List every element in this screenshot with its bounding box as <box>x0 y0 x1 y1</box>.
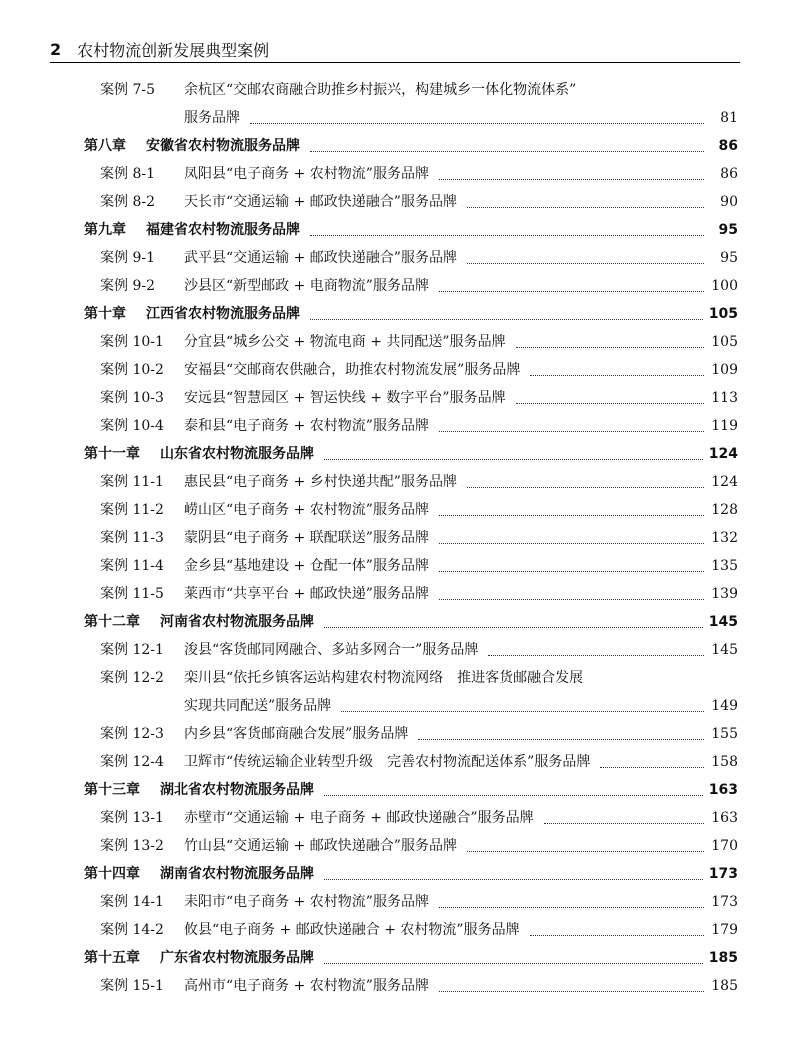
toc-page-number: 185 <box>711 978 738 994</box>
toc-entry-title: 高州市“电子商务 + 农村物流”服务品牌 <box>184 978 429 994</box>
toc-entry-title: 福建省农村物流服务品牌 <box>146 222 300 238</box>
toc-page-number: 139 <box>711 586 738 602</box>
dot-leader <box>324 963 703 964</box>
toc-entry-title: 河南省农村物流服务品牌 <box>160 614 314 630</box>
dot-leader <box>341 711 704 712</box>
toc-case-entry <box>84 412 738 440</box>
toc-entry-title: 沙县区“新型邮政 + 电商物流”服务品牌 <box>184 278 429 294</box>
dot-leader <box>324 627 703 628</box>
toc-page-number: 163 <box>711 810 738 826</box>
toc-page-number: 113 <box>711 390 738 406</box>
toc-entry-label: 第九章 <box>84 222 126 238</box>
toc-entry-label: 案例 13-1 <box>100 810 164 826</box>
toc-entry-label: 案例 12-3 <box>100 726 164 742</box>
toc-entry-title: 分宜县“城乡公交 + 物流电商 + 共同配送”服务品牌 <box>184 334 506 350</box>
toc-page-number: 173 <box>708 866 738 882</box>
toc-chapter-entry <box>84 132 738 160</box>
toc-entry-title: 凤阳县“电子商务 + 农村物流”服务品牌 <box>184 166 429 182</box>
toc-chapter-entry <box>84 440 738 468</box>
toc-page-number: 124 <box>711 474 738 490</box>
toc-page-number: 145 <box>708 614 738 630</box>
toc-page-number: 132 <box>711 530 738 546</box>
toc-page-number: 128 <box>711 502 738 518</box>
toc-entry-label: 案例 8-2 <box>100 194 155 210</box>
toc-case-entry <box>84 888 738 916</box>
toc-entry-title: 服务品牌 <box>184 110 240 126</box>
toc-page-number: 100 <box>711 278 738 294</box>
toc-entry-title: 惠民县“电子商务 + 乡村快递共配”服务品牌 <box>184 474 457 490</box>
dot-leader <box>324 795 703 796</box>
dot-leader <box>467 487 704 488</box>
toc-entry-title: 蒙阴县“电子商务 + 联配联送”服务品牌 <box>184 530 429 546</box>
dot-leader <box>544 823 704 824</box>
toc-entry-label: 案例 14-2 <box>100 922 164 938</box>
toc-page-number: 155 <box>711 726 738 742</box>
toc-entry-title: 赤壁市“交通运输 + 电子商务 + 邮政快递融合”服务品牌 <box>184 810 534 826</box>
toc-page-number: 135 <box>711 558 738 574</box>
dot-leader <box>439 179 704 180</box>
dot-leader <box>439 543 704 544</box>
toc-page-number: 109 <box>711 362 738 378</box>
toc-case-entry <box>84 748 738 776</box>
toc-entry-label: 第八章 <box>84 138 126 154</box>
toc-entry-label: 案例 11-4 <box>100 558 164 574</box>
toc-entry-label: 第十一章 <box>84 446 140 462</box>
toc-entry-title: 安远县“智慧园区 + 智运快线 + 数字平台”服务品牌 <box>184 390 506 406</box>
toc-chapter-entry <box>84 776 738 804</box>
toc-entry-title: 卫辉市“传统运输企业转型升级 完善农村物流配送体系”服务品牌 <box>184 754 591 770</box>
dot-leader <box>467 851 704 852</box>
toc-page-number: 81 <box>720 110 738 126</box>
toc-entry-title: 安福县“交邮商农供融合，助推农村物流发展”服务品牌 <box>184 362 521 378</box>
header-page-number: 2 <box>50 39 62 59</box>
toc-case-entry <box>84 636 738 664</box>
running-header <box>50 36 740 63</box>
toc-entry-label: 案例 7-5 <box>100 82 155 98</box>
toc-chapter-entry <box>84 860 738 888</box>
toc-case-entry <box>84 720 738 748</box>
toc-entry-label: 案例 14-1 <box>100 894 164 910</box>
toc-entry-label: 第十章 <box>84 306 126 322</box>
dot-leader <box>439 515 704 516</box>
toc-entry-label: 案例 13-2 <box>100 838 164 854</box>
toc-case-entry <box>84 524 738 552</box>
toc-entry-label: 案例 10-4 <box>100 418 164 434</box>
toc-case-entry <box>84 496 738 524</box>
toc-page-number: 86 <box>718 138 738 154</box>
toc-entry-label: 案例 8-1 <box>100 166 155 182</box>
toc-entry-label: 案例 11-2 <box>100 502 164 518</box>
toc-case-entry <box>84 356 738 384</box>
toc-page-number: 86 <box>720 166 738 182</box>
toc-case-entry <box>84 972 738 1000</box>
toc-case-entry <box>84 664 738 692</box>
dot-leader <box>324 459 703 460</box>
dot-leader <box>439 431 704 432</box>
table-of-contents <box>84 76 738 1000</box>
dot-leader <box>467 207 704 208</box>
toc-case-entry <box>84 328 738 356</box>
dot-leader <box>600 767 704 768</box>
dot-leader <box>439 291 704 292</box>
toc-page-number: 90 <box>720 194 738 210</box>
dot-leader <box>310 151 704 152</box>
toc-entry-label: 案例 10-2 <box>100 362 164 378</box>
toc-page-number: 95 <box>718 222 738 238</box>
toc-page-number: 173 <box>711 894 738 910</box>
toc-entry-title: 安徽省农村物流服务品牌 <box>146 138 300 154</box>
toc-case-entry <box>84 552 738 580</box>
toc-case-entry <box>84 160 738 188</box>
toc-chapter-entry <box>84 608 738 636</box>
toc-entry-label: 案例 10-3 <box>100 390 164 406</box>
header-book-title: 农村物流创新发展典型案例 <box>77 40 270 60</box>
dot-leader <box>530 375 704 376</box>
toc-page-number: 105 <box>708 306 738 322</box>
toc-entry-label: 第十三章 <box>84 782 140 798</box>
toc-entry-title: 栾川县“依托乡镇客运站构建农村物流网络 推进客货邮融合发展 <box>184 670 584 686</box>
dot-leader <box>516 347 704 348</box>
toc-entry-label: 案例 10-1 <box>100 334 164 350</box>
toc-chapter-entry <box>84 216 738 244</box>
toc-page-number: 179 <box>711 922 738 938</box>
toc-case-entry <box>84 76 738 104</box>
toc-case-entry <box>84 916 738 944</box>
toc-entry-title: 浚县“客货邮同网融合、多站多网合一”服务品牌 <box>184 642 479 658</box>
toc-case-entry <box>84 384 738 412</box>
toc-case-entry <box>84 580 738 608</box>
dot-leader <box>418 739 704 740</box>
dot-leader <box>439 907 704 908</box>
dot-leader <box>488 655 704 656</box>
dot-leader <box>250 123 704 124</box>
toc-entry-title: 攸县“电子商务 + 邮政快递融合 + 农村物流”服务品牌 <box>184 922 520 938</box>
toc-entry-label: 案例 11-5 <box>100 586 164 602</box>
dot-leader <box>439 571 704 572</box>
toc-page-number: 95 <box>720 250 738 266</box>
toc-case-entry <box>84 244 738 272</box>
dot-leader <box>439 599 704 600</box>
toc-entry-title: 崂山区“电子商务 + 农村物流”服务品牌 <box>184 502 429 518</box>
toc-entry-title: 湖北省农村物流服务品牌 <box>160 782 314 798</box>
toc-entry-label: 案例 9-1 <box>100 250 155 266</box>
toc-entry-title: 实现共同配送”服务品牌 <box>184 698 332 714</box>
toc-case-entry <box>84 832 738 860</box>
toc-entry-title: 湖南省农村物流服务品牌 <box>160 866 314 882</box>
toc-page-number: 145 <box>711 642 738 658</box>
toc-entry-title: 江西省农村物流服务品牌 <box>146 306 300 322</box>
toc-page-number: 185 <box>708 950 738 966</box>
toc-case-entry <box>84 804 738 832</box>
toc-chapter-entry <box>84 944 738 972</box>
toc-entry-title: 天长市“交通运输 + 邮政快递融合”服务品牌 <box>184 194 457 210</box>
toc-entry-label: 第十四章 <box>84 866 140 882</box>
toc-entry-label: 案例 12-4 <box>100 754 164 770</box>
toc-entry-title: 泰和县“电子商务 + 农村物流”服务品牌 <box>184 418 429 434</box>
dot-leader <box>439 991 704 992</box>
toc-entry-label: 案例 12-1 <box>100 642 164 658</box>
toc-entry-label: 案例 11-3 <box>100 530 164 546</box>
toc-chapter-entry <box>84 300 738 328</box>
toc-entry-title: 莱西市“共享平台 + 邮政快递”服务品牌 <box>184 586 429 602</box>
toc-entry-label: 第十二章 <box>84 614 140 630</box>
toc-page-number: 119 <box>711 418 738 434</box>
toc-entry-title: 广东省农村物流服务品牌 <box>160 950 314 966</box>
toc-entry-continuation <box>84 104 738 132</box>
toc-entry-label: 第十五章 <box>84 950 140 966</box>
toc-page-number: 124 <box>708 446 738 462</box>
toc-case-entry <box>84 188 738 216</box>
toc-entry-title: 内乡县“客货邮商融合发展”服务品牌 <box>184 726 409 742</box>
dot-leader <box>467 263 704 264</box>
toc-entry-title: 武平县“交通运输 + 邮政快递融合”服务品牌 <box>184 250 457 266</box>
dot-leader <box>310 319 703 320</box>
toc-page-number: 105 <box>711 334 738 350</box>
toc-entry-label: 案例 9-2 <box>100 278 155 294</box>
toc-entry-label: 案例 11-1 <box>100 474 164 490</box>
dot-leader <box>310 235 704 236</box>
dot-leader <box>324 879 703 880</box>
toc-entry-label: 案例 15-1 <box>100 978 164 994</box>
toc-entry-title: 山东省农村物流服务品牌 <box>160 446 314 462</box>
toc-entry-title: 余杭区“交邮农商融合助推乡村振兴，构建城乡一体化物流体系” <box>184 82 577 98</box>
dot-leader <box>516 403 704 404</box>
dot-leader <box>530 935 704 936</box>
toc-entry-title: 耒阳市“电子商务 + 农村物流”服务品牌 <box>184 894 429 910</box>
toc-page-number: 158 <box>711 754 738 770</box>
toc-entry-title: 竹山县“交通运输 + 邮政快递融合”服务品牌 <box>184 838 457 854</box>
toc-case-entry <box>84 272 738 300</box>
toc-page-number: 149 <box>711 698 738 714</box>
toc-entry-title: 金乡县“基地建设 + 仓配一体”服务品牌 <box>184 558 429 574</box>
toc-case-entry <box>84 468 738 496</box>
toc-entry-label: 案例 12-2 <box>100 670 164 686</box>
toc-entry-continuation <box>84 692 738 720</box>
toc-page-number: 163 <box>708 782 738 798</box>
toc-page-number: 170 <box>711 838 738 854</box>
